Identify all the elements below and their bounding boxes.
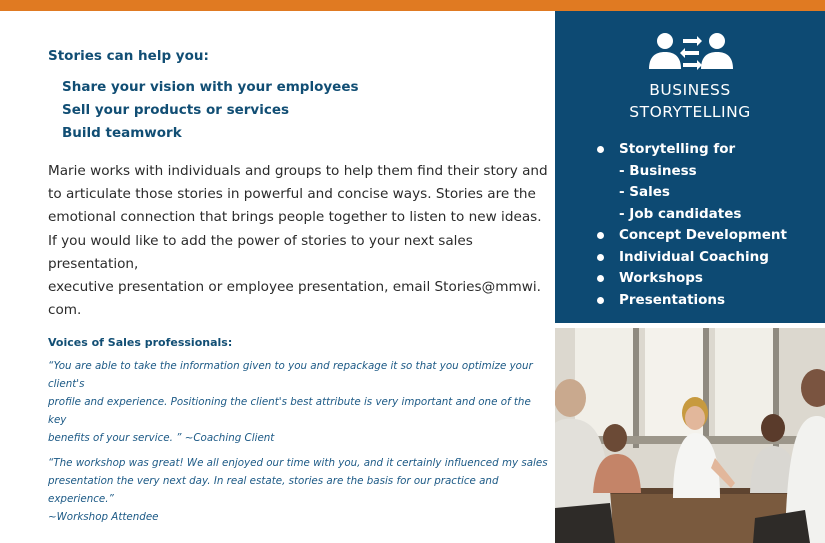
benefit-item: Sell your products or services [62, 102, 290, 118]
service-label: Storytelling for [619, 141, 736, 157]
top-accent-bar [0, 0, 825, 11]
service-item [597, 290, 825, 312]
benefit-item: Share your vision with your employees [62, 79, 359, 95]
intro-heading: Stories can help you: [48, 48, 209, 64]
service-subitem: - Sales [619, 184, 670, 200]
body-line: If you would like to add the power of stories to your next sales presentation, [48, 232, 473, 272]
meeting-photo [555, 328, 825, 543]
body-line: to articulate those stories in powerful and concise ways. Stories are the [48, 186, 536, 203]
quote-line: profile and experience. Positioning the client's best attribute is very important and one of the key [48, 396, 531, 426]
quote-line: “You are able to take the information given to you and repackage it so that you optimize your client's [48, 360, 533, 391]
main-content [48, 48, 548, 535]
quote-line: ~Workshop Attendee [48, 510, 159, 523]
service-subitem: - Business [619, 162, 697, 179]
meeting-illustration [555, 328, 825, 543]
service-item [597, 225, 825, 247]
service-label: Workshops [619, 270, 703, 286]
bullet-icon [597, 146, 604, 153]
testimonial-quote [48, 455, 548, 526]
bullet-icon [597, 297, 604, 304]
body-line: Marie works with individuals and groups to help them find their story and [48, 163, 548, 179]
benefit-item: Build teamwork [62, 125, 182, 141]
service-label: Concept Development [619, 227, 787, 243]
bullet-icon [597, 232, 604, 239]
service-item [597, 268, 825, 290]
service-label: Presentations [619, 291, 726, 308]
quote-line: benefits of your service. ” ~Coaching Client [48, 431, 275, 444]
body-line: executive presentation or employee presentation, email Stories@mmwi. com. [48, 279, 541, 319]
service-subitem: - Job candidates [619, 205, 742, 222]
quote-line: “The workshop was great! We all enjoyed our time with you, and it certainly influenced my sales [48, 457, 548, 470]
quote-line: presentation the very next day. In real estate, stories are the basis for our practice and experience.” [48, 475, 499, 505]
panel-title-line: BUSINESS [649, 81, 731, 99]
service-label: Individual Coaching [619, 248, 769, 265]
testimonial-quote [48, 358, 548, 447]
body-paragraph [48, 160, 548, 322]
service-item [597, 139, 825, 161]
service-item [597, 247, 825, 269]
benefits-list [62, 76, 548, 145]
body-line: emotional connection that brings people together to listen to new ideas. [48, 209, 542, 226]
panel-title-line: STORYTELLING [629, 103, 751, 121]
people-exchange-icon [647, 31, 735, 71]
bullet-icon [597, 254, 604, 261]
services-panel [555, 11, 825, 323]
bullet-icon [597, 275, 604, 282]
voices-heading: Voices of Sales professionals: [48, 336, 233, 350]
services-list [597, 139, 825, 311]
panel-title [555, 79, 825, 123]
